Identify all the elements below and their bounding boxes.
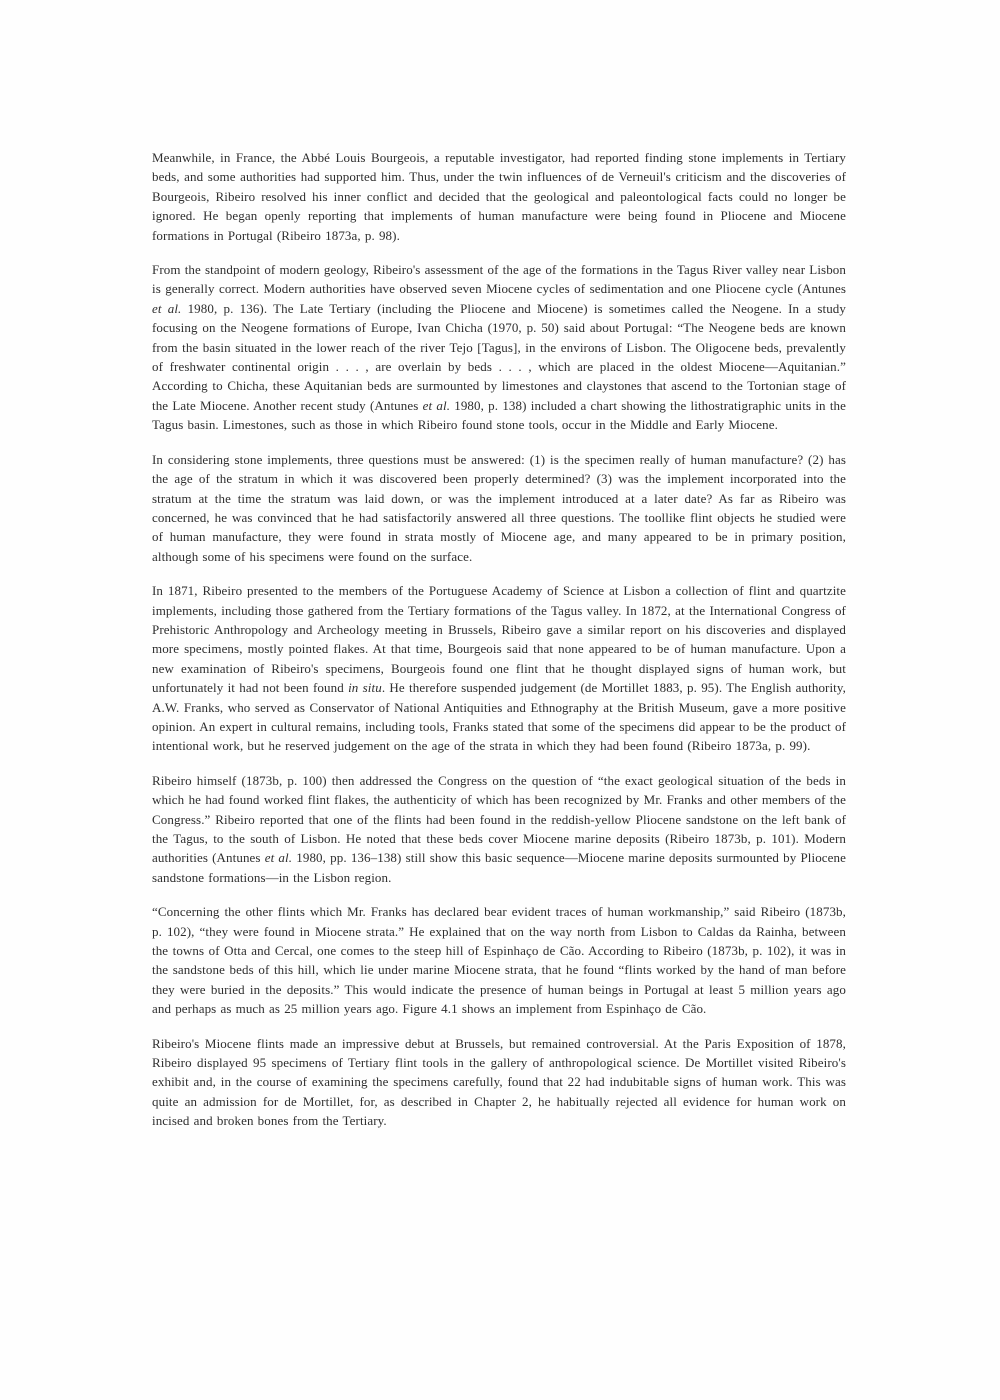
text-segment: From the standpoint of modern geology, Ribeiro's assessment of the age of the formations in the Tagus River valley near Lisbon is generally correct. Modern authorities have observed seven Miocene cycles of sedimentation and one Pliocene cycle (Antunes [152, 262, 846, 297]
text-segment: Ribeiro himself (1873b, p. 100) then addressed the Congress on the question of “the exact geological situation of the beds in which he had found worked flint flakes, the authenticity of which has been recognized by Mr. Franks and other members of the Congress.” Ribeiro reported that one of the flints had been found in the reddish-yellow Pliocene sandstone on the left bank of the Tagus, to the south of Lisbon. He noted that these beds cover Miocene marine deposits (Ribeiro 1873b, p. 101). Modern authorities (Antunes [152, 772, 846, 866]
paragraph-7 [152, 1034, 846, 1131]
paragraph-3 [152, 450, 846, 566]
paragraph-1 [152, 148, 846, 245]
italic-text-segment: et al. [422, 397, 451, 413]
paragraph-4 [152, 581, 846, 756]
text-segment: 1980, p. 138) included a chart showing the lithostratigraphic units in the Tagus basin. Limestones, such as those in which Ribeiro found stone tools, occur in the Middle and Early Miocene. [152, 397, 846, 433]
text-segment: In 1871, Ribeiro presented to the members of the Portuguese Academy of Science at Lisbon a collection of flint and quartzite implements, including those gathered from the Tertiary formations of the Tagus valley. In 1872, at the International Congress of Prehistoric Anthropology and Archeology meeting in Brussels, Ribeiro gave a similar report on his discoveries and displayed more specimens, mostly pointed flakes. At that time, Bourgeois said that none appeared to be of human manufacture. Upon a new examination of Ribeiro's specimens, Bourgeois found one flint that he thought displayed signs of human work, but unfortunately it had not been found [152, 583, 846, 696]
text-segment: 1980, pp. 136–138) still show this basic sequence—Miocene marine deposits surmounted by Pliocene sandstone formations—in the Lisbon region. [152, 850, 847, 885]
text-segment: In considering stone implements, three questions must be answered: (1) is the specimen really of human manufacture? (2) has the age of the stratum in which it was discovered been properly determined? (3) was the implement incorporated into the stratum at the time the stratum was laid down, or was the implement introduced at a later date? As far as Ribeiro was concerned, he was convinced that he had satisfactorily answered all three questions. The toollike flint objects he studied were of human manufacture, they were found in strata mostly of Miocene age, and many appeared to be in primary position, although some of his specimens were found on the surface. [152, 451, 846, 564]
text-segment: “Concerning the other flints which Mr. Franks has declared bear evident traces of human workmanship,” said Ribeiro (1873b, p. 102), “they were found in Miocene strata.” He explained that on the way north from Lisbon to Caldas da Rainha, between the towns of Otta and Cercal, one comes to the steep hill of Espinhaço de Cão. According to Ribeiro (1873b, p. 102), it was in the sandstone beds of this hill, which lie under marine Miocene strata, that he found “flints worked by the hand of man before they were buried in the deposits.” This would indicate the presence of human beings in Portugal at least 5 million years ago and perhaps as much as 25 million years ago. Figure 4.1 shows an implement from Espinhaço de Cão. [152, 904, 846, 1017]
italic-text-segment: in situ [348, 680, 382, 696]
italic-text-segment: et al. [264, 850, 293, 866]
text-segment: Ribeiro's Miocene flints made an impressive debut at Brussels, but remained controversial. At the Paris Exposition of 1878, Ribeiro displayed 95 specimens of Tertiary flint tools in the gallery of anthropological science. De Mortillet visited Ribeiro's exhibit and, in the course of examining the specimens carefully, found that 22 had indubitable signs of human work. This was quite an admission for de Mortillet, for, as described in Chapter 2, he habitually rejected all evidence for human work on incised and broken bones from the Tertiary. [152, 1035, 846, 1129]
paragraph-5 [152, 771, 846, 887]
paragraph-2 [152, 260, 846, 435]
text-segment: Meanwhile, in France, the Abbé Louis Bourgeois, a reputable investigator, had reported finding stone implements in Tertiary beds, and some authorities had supported him. Thus, under the twin influences of de Verneuil's criticism and the discoveries of Bourgeois, Ribeiro resolved his inner conflict and decided that the geological and paleontological facts could no longer be ignored. He began openly reporting that implements of human manufacture were being found in Pliocene and Miocene formations in Portugal (Ribeiro 1873a, p. 98). [152, 150, 846, 243]
italic-text-segment: et al. [152, 300, 182, 316]
text-segment: 1980, p. 136). The Late Tertiary (including the Pliocene and Miocene) is sometimes called the Neogene. In a study focusing on the Neogene formations of Europe, Ivan Chicha (1970, p. 50) said about Portugal: “The Neogene beds are known from the basin situated in the lower reach of the river Tejo [Tagus], in the environs of Lisbon. The Oligocene beds, prevalently of freshwater continental origin . . . , are overlain by beds . . . , which are placed in the oldest Miocene—Aquitanian.” According to Chicha, these Aquitanian beds are surmounted by limestones and claystones that ascend to the Tortonian stage of the Late Miocene. Another recent study (Antunes [152, 300, 846, 413]
paragraph-6 [152, 902, 846, 1018]
text-segment: . He therefore suspended judgement (de Mortillet 1883, p. 95). The English authority, A.W. Franks, who served as Conservator of National Antiquities and Ethnography at the British Museum, gave a more positive opinion. An expert in cultural remains, including tools, Franks stated that some of the specimens did appear to be the product of intentional work, but he reserved judgement on the age of the strata in which they had been found (Ribeiro 1873a, p. 99). [152, 680, 847, 754]
page-text [152, 148, 846, 1146]
